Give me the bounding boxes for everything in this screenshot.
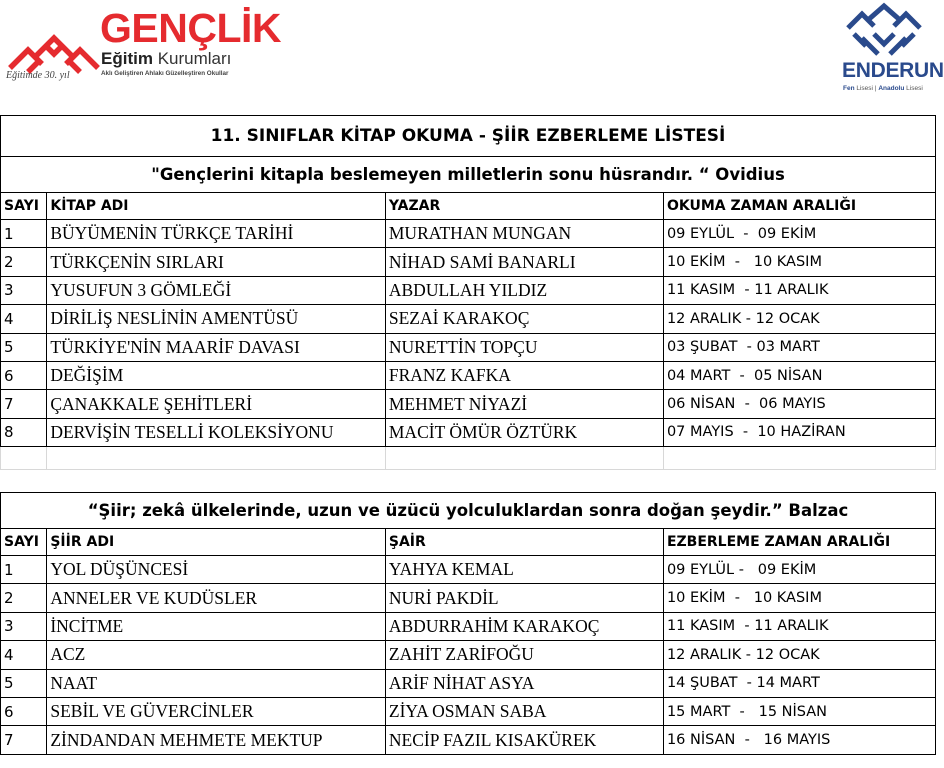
row-number: 7 bbox=[1, 390, 47, 418]
table-row bbox=[1, 418, 936, 446]
reading-period: 06 NİSAN - 06 MAYIS bbox=[663, 390, 935, 418]
row-number: 7 bbox=[1, 726, 47, 754]
table-row bbox=[1, 220, 936, 248]
genclik-subtitle: Eğitim Kurumları bbox=[101, 49, 232, 68]
book-author: FRANZ KAFKA bbox=[385, 361, 663, 389]
row-number: 5 bbox=[1, 669, 47, 697]
row-number: 2 bbox=[1, 248, 47, 276]
row-number: 4 bbox=[1, 641, 47, 669]
reading-period: 11 KASIM - 11 ARALIK bbox=[663, 276, 935, 304]
row-number: 2 bbox=[1, 584, 47, 612]
poem-title: ANNELER VE KUDÜSLER bbox=[47, 584, 386, 612]
poet-name: ZİYA OSMAN SABA bbox=[385, 697, 663, 725]
book-title: DİRİLİŞ NESLİNİN AMENTÜSÜ bbox=[47, 305, 386, 333]
memorize-period: 14 ŞUBAT - 14 MART bbox=[663, 669, 935, 697]
book-author: SEZAİ KARAKOÇ bbox=[385, 305, 663, 333]
table-row bbox=[1, 390, 936, 418]
table-row bbox=[1, 726, 936, 754]
poem-title: İNCİTME bbox=[47, 612, 386, 640]
table-row bbox=[1, 612, 936, 640]
row-number: 3 bbox=[1, 612, 47, 640]
reading-period: 09 EYLÜL - 09 EKİM bbox=[663, 220, 935, 248]
poem-title: ACZ bbox=[47, 641, 386, 669]
memorize-period: 15 MART - 15 NİSAN bbox=[663, 697, 935, 725]
table-row bbox=[1, 305, 936, 333]
poem-title: SEBİL VE GÜVERCİNLER bbox=[47, 697, 386, 725]
enderun-subtitle: Fen Lisesi | Anadolu Lisesi bbox=[843, 85, 923, 92]
book-author: MEHMET NİYAZİ bbox=[385, 390, 663, 418]
row-number: 8 bbox=[1, 418, 47, 446]
row-number: 6 bbox=[1, 361, 47, 389]
table-row bbox=[1, 361, 936, 389]
memorize-period: 16 NİSAN - 16 MAYIS bbox=[663, 726, 935, 754]
column-header-poem: ŞİİR ADI bbox=[47, 529, 386, 556]
page-title: 11. SINIFLAR KİTAP OKUMA - ŞİİR EZBERLEME LİSTESİ bbox=[1, 116, 936, 157]
column-header-author: YAZAR bbox=[385, 193, 663, 220]
genclik-tagline: Aklı Geliştiren Ahlakı Güzelleştiren Okullar bbox=[101, 70, 229, 77]
book-title: TÜRKÇENİN SIRLARI bbox=[47, 248, 386, 276]
column-header-no: SAYI bbox=[1, 193, 47, 220]
table-row bbox=[1, 276, 936, 304]
genclik-brand: GENÇLİK bbox=[100, 5, 281, 51]
memorize-period: 12 ARALIK - 12 OCAK bbox=[663, 641, 935, 669]
row-number: 5 bbox=[1, 333, 47, 361]
reading-period: 12 ARALIK - 12 OCAK bbox=[663, 305, 935, 333]
memorize-period: 10 EKİM - 10 KASIM bbox=[663, 584, 935, 612]
poet-name: ZAHİT ZARİFOĞU bbox=[385, 641, 663, 669]
reading-list-table bbox=[0, 115, 936, 470]
column-header-period: OKUMA ZAMAN ARALIĞI bbox=[663, 193, 935, 220]
row-number: 3 bbox=[1, 276, 47, 304]
row-number: 1 bbox=[1, 220, 47, 248]
table-row bbox=[1, 333, 936, 361]
table-row bbox=[1, 669, 936, 697]
table-row bbox=[1, 697, 936, 725]
enderun-brand: ENDERUN bbox=[842, 59, 944, 82]
column-header-no: SAYI bbox=[1, 529, 47, 556]
poet-name: NURİ PAKDİL bbox=[385, 584, 663, 612]
book-title: TÜRKİYE'NİN MAARİF DAVASI bbox=[47, 333, 386, 361]
row-number: 4 bbox=[1, 305, 47, 333]
reading-period: 10 EKİM - 10 KASIM bbox=[663, 248, 935, 276]
book-author: MURATHAN MUNGAN bbox=[385, 220, 663, 248]
book-title: DERVİŞİN TESELLİ KOLEKSİYONU bbox=[47, 418, 386, 446]
poem-header-row bbox=[1, 529, 936, 556]
book-author: MACİT ÖMÜR ÖZTÜRK bbox=[385, 418, 663, 446]
table-row bbox=[1, 641, 936, 669]
poem-title: NAAT bbox=[47, 669, 386, 697]
poet-name: NECİP FAZIL KISAKÜREK bbox=[385, 726, 663, 754]
book-author: NURETTİN TOPÇU bbox=[385, 333, 663, 361]
poem-title: YOL DÜŞÜNCESİ bbox=[47, 556, 386, 584]
column-header-period: EZBERLEME ZAMAN ARALIĞI bbox=[663, 529, 935, 556]
row-number: 6 bbox=[1, 697, 47, 725]
poem-list-table bbox=[0, 492, 936, 755]
poet-name: YAHYA KEMAL bbox=[385, 556, 663, 584]
book-author: ABDULLAH YILDIZ bbox=[385, 276, 663, 304]
reading-quote: "Gençlerini kitapla beslemeyen milletlerin sonu hüsrandır. “ Ovidius bbox=[1, 157, 936, 193]
memorize-period: 09 EYLÜL - 09 EKİM bbox=[663, 556, 935, 584]
table-row bbox=[1, 556, 936, 584]
reading-period: 07 MAYIS - 10 HAZİRAN bbox=[663, 418, 935, 446]
column-header-book: KİTAP ADI bbox=[47, 193, 386, 220]
book-title: BÜYÜMENİN TÜRKÇE TARİHİ bbox=[47, 220, 386, 248]
memorize-period: 11 KASIM - 11 ARALIK bbox=[663, 612, 935, 640]
genclik-years: Eğitimde 30. yıl bbox=[6, 70, 70, 81]
reading-period: 03 ŞUBAT - 03 MART bbox=[663, 333, 935, 361]
table-row bbox=[1, 584, 936, 612]
book-title: DEĞİŞİM bbox=[47, 361, 386, 389]
column-header-poet: ŞAİR bbox=[385, 529, 663, 556]
row-number: 1 bbox=[1, 556, 47, 584]
book-title: ÇANAKKALE ŞEHİTLERİ bbox=[47, 390, 386, 418]
poet-name: ABDURRAHİM KARAKOÇ bbox=[385, 612, 663, 640]
reading-header-row bbox=[1, 193, 936, 220]
poet-name: ARİF NİHAT ASYA bbox=[385, 669, 663, 697]
book-title: YUSUFUN 3 GÖMLEĞİ bbox=[47, 276, 386, 304]
reading-period: 04 MART - 05 NİSAN bbox=[663, 361, 935, 389]
blank-row bbox=[1, 447, 936, 470]
book-author: NİHAD SAMİ BANARLI bbox=[385, 248, 663, 276]
enderun-emblem-icon bbox=[844, 4, 924, 59]
poem-title: ZİNDANDAN MEHMETE MEKTUP bbox=[47, 726, 386, 754]
poem-quote: “Şiir; zekâ ülkelerinde, uzun ve üzücü yolculuklardan sonra doğan şeydir.” Balzac bbox=[1, 493, 936, 529]
table-row bbox=[1, 248, 936, 276]
enderun-logo bbox=[836, 2, 931, 98]
